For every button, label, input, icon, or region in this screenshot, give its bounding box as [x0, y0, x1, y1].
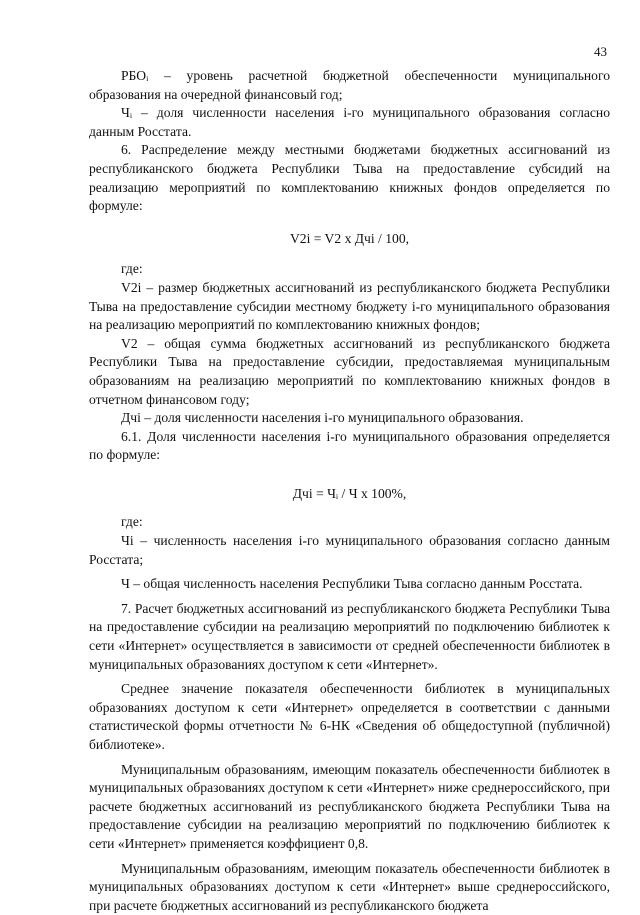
paragraph-ch-total-definition: Ч – общая численность населения Республики Тыва согласно данным Росстата.	[121, 576, 583, 592]
where-label-2: где:	[121, 514, 143, 530]
paragraph-above-average: Муниципальным образованиям, имеющим показатель обеспеченности библиотек в муниципальных образованиях доступом к сети «Интернет» выше среднероссийского, при расчете бюджетных ассигнований из республиканского бюджета	[89, 860, 610, 913]
paragraph-v2i-definition: V2i – размер бюджетных ассигнований из республиканского бюджета Республики Тыва на предоставление субсидии местному бюджету i-го муниципального образования на реализацию мероприятий по комплектованию книжных фондов;	[89, 279, 610, 333]
paragraph-v2-definition: V2 – общая сумма бюджетных ассигнований из республиканского бюджета Республики Тыва на предоставление субсидии, предоставляемая муниципальным образованиям на реализацию мероприятий по комплектованию книжных фондов в отчетном финансовом году;	[89, 335, 610, 407]
paragraph-section-7: 7. Расчет бюджетных ассигнований из республиканского бюджета Республики Тыва на предоставление субсидии на реализацию мероприятий по подключению библиотек к сети «Интернет» осуществляется в зависимости от средней обеспеченности библиотек в муниципальных образованиях доступом к сети «Интернет».	[89, 600, 610, 672]
paragraph-section-6: 6. Распределение между местными бюджетами бюджетных ассигнований из республиканского бюджета Республики Тыва на предоставление субсидий на реализацию мероприятий по комплектованию книжных фондов определяется по формуле:	[89, 142, 610, 214]
paragraph-chi-definition: Чᵢ – доля численности населения i-го муниципального образования согласно данным Росстата.	[89, 105, 610, 139]
formula-v2i: V2i = V2 x Дчi / 100,	[289, 230, 410, 246]
document-body	[89, 67, 610, 915]
formula-dchi: Дчi = Чᵢ / Ч x 100%,	[292, 485, 407, 501]
paragraph-dchi-definition: Дчi – доля численности населения i-го муниципального образования.	[121, 410, 524, 426]
paragraph-rbo-definition: РБОᵢ – уровень расчетной бюджетной обеспеченности муниципального образования на очередной финансовый год;	[89, 68, 610, 102]
where-label-1: где:	[121, 261, 143, 277]
paragraph-section-6-1: 6.1. Доля численности населения i-го муниципального образования определяется по формуле:	[89, 428, 610, 463]
paragraph-average-indicator: Среднее значение показателя обеспеченности библиотек в муниципальных образованиях доступом к сети «Интернет» определяется в соответствии с данными статистической формы отчетности № 6-НК «Сведения об общедоступной (публичной) библиотеке».	[89, 681, 610, 752]
paragraph-below-average-coefficient: Муниципальным образованиям, имеющим показатель обеспеченности библиотек в муниципальных образованиях доступом к сети «Интернет» ниже среднероссийского, при расчете бюджетных ассигнований из республиканского бюджета Республики Тыва на предоставление субсидии на реализацию мероприятий по подключению библиотек к сети «Интернет» применяется коэффициент 0,8.	[89, 761, 610, 851]
paragraph-chi-population-definition: Чi – численность населения i-го муниципального образования согласно данным Росстата;	[89, 533, 610, 567]
page-number: 43	[594, 44, 607, 59]
